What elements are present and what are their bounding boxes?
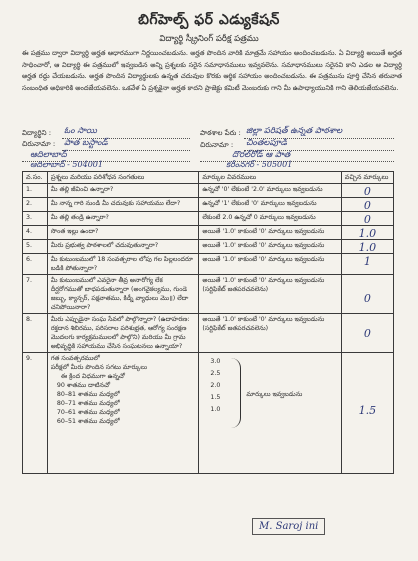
row-marks-rule: లేకుంటే 2.0 ఉన్నచో 0 మార్కులు ఇవ్వబడును — [199, 212, 341, 226]
scale-value: 2.0 — [210, 382, 221, 389]
school-address-line-4: కరీంనగర్ - 505001 — [226, 160, 293, 169]
student-label: విద్యార్థిని : — [22, 129, 52, 137]
row-question: మీ కుటుంబములో 18 సంవత్సరాల లోపు గల పిల్లలందరూ బడికి పోతున్నారా? — [47, 254, 199, 275]
row-marks-rule: అయితే '1.0' కాకుంటే '0' మార్కులు ఇవ్వబడును — [199, 254, 341, 275]
scale-value: 1.0 — [210, 406, 221, 413]
table-row-grades — [23, 353, 394, 474]
row-score-cell — [341, 240, 393, 254]
table-row — [23, 198, 394, 212]
row-marks-rule: అయితే '1.0' కాకుంటే '0' మార్కులు ఇవ్వబడును (సర్టిఫికేట్ జతపరచవలెను) — [199, 314, 341, 353]
row-number: 2. — [23, 198, 48, 212]
row-score-cell — [341, 314, 393, 353]
row-score: 1.0 — [358, 227, 377, 240]
grade-range: 60–51 శాతము మధ్యలో — [56, 418, 120, 425]
row-number: 3. — [23, 212, 48, 226]
header-question: ప్రశ్నలు మరియు పరిశోధన సంగతులు — [47, 172, 199, 184]
scale-value: 3.0 — [210, 358, 221, 365]
instructions-paragraph: ఈ పత్రము ద్వారా విద్యార్థి అర్హత ఆధారముగా నిర్ణయించబడును. అర్హత పొందిన వారికి మాత్రమే సహాయం అందించబడును. ఏ విద్యార్థి అయితే అర్హత సాధించారో, ఆ విద్యార్థి ఈ పత్రములో ఇవ్వబడిన అన్ని ప్రశ్నలకు సరైన సమాధానములు ఇవ్వవలెను. సమాధానములు సరైనవి కాని ఎడల ఆ విద్యార్థి అర్హత రద్దు చేయబడును. అర్హత పొందిన విద్యార్థులకు ఉన్నత చదువుల కొరకు ఆర్థిక సహాయం అందించబడును. ఈ పత్రమును పూర్తి చేసిన తరువాత సంబంధిత అధికారికి అందజేయవలెను. ఒకవేళ ఏ ప్రశ్నకైనా అర్హత కాదని ప్రాజెక్టు కమిటీ మెంబరుకు గాని మీ ఉపాధ్యాయునికి గాని తెలియజేయవలెను. — [22, 49, 402, 92]
row-score: 0 — [363, 292, 371, 305]
grades-intro-line: గత సంవత్సరములో — [50, 355, 100, 362]
row-score: 0 — [363, 327, 371, 340]
school-value: జిల్లా పరిషత్ ఉన్నత పాఠశాల — [246, 126, 343, 136]
address-line-4: ఆదిలాబాద్ - 504001 — [30, 160, 103, 169]
row-score-cell — [341, 198, 393, 212]
school-address-label: చిరునామా : — [200, 141, 234, 149]
row-number: 4. — [23, 226, 48, 240]
header-serial: వ.సం. — [23, 172, 48, 184]
address-line-3: ఆదిలాబాద్ — [30, 150, 67, 160]
document-subtitle: విద్యార్థి స్క్రీనింగ్ పరీక్ష పత్రము — [159, 34, 259, 44]
row-marks-rule: అయితే '1.0' కాకుంటే '0' మార్కులు ఇవ్వబడును — [199, 226, 341, 240]
row-score: 1 — [363, 255, 371, 268]
row-question: మీరు ప్రభుత్వ పాఠశాలలో చదువుతున్నారా? — [47, 240, 199, 254]
table-row — [23, 275, 394, 314]
document-title: బిగ్‌హెల్ప్ ఫర్ ఎడ్యుకేషన్ — [138, 12, 280, 28]
school-address-line-3: దొరల్‌రోడ్ ఆ పాత — [232, 150, 291, 160]
table-row — [23, 212, 394, 226]
row-score: 0 — [363, 213, 371, 226]
row-number: 5. — [23, 240, 48, 254]
row-score: 0 — [363, 185, 371, 198]
row-question: మీ తల్లి తండ్రి ఉన్నారా? — [47, 212, 199, 226]
screening-table — [22, 171, 394, 474]
table-row — [23, 226, 394, 240]
row-question: సొంత ఇల్లు ఉందా? — [47, 226, 199, 240]
row-score-cell — [341, 353, 393, 474]
grades-lead: ఈ క్రింద విధముగా ఉన్నచో — [60, 373, 125, 380]
student-value: ఓం సాయి — [64, 126, 97, 136]
grades-scale-values — [210, 356, 220, 416]
grades-intro-line: పరీక్షలో మీరు పొందిన సగటు మార్కులు — [50, 364, 148, 371]
row-score: 1.5 — [358, 404, 377, 417]
row-question: మీ నాన్న గారి నుండి మీ చదువుకు సహాయము లేదా? — [47, 198, 199, 212]
school-address-value: చింతలపూడి — [246, 138, 287, 148]
header-marks-details: మార్కుల వివరములు — [199, 172, 341, 184]
school-label: పాఠశాల పేరు : — [200, 129, 241, 137]
grade-range: 70–61 శాతము మధ్యలో — [56, 409, 120, 416]
address-value: పాత బస్టాండ్ — [64, 138, 108, 148]
address-label: చిరునామా : — [22, 140, 56, 148]
row-score-cell — [341, 254, 393, 275]
row-marks-rule: అయితే '1.0' కాకుంటే '0' మార్కులు ఇవ్వబడును — [199, 240, 341, 254]
row-score-cell — [341, 226, 393, 240]
row-score: 1.0 — [358, 241, 377, 254]
row-score-cell — [341, 212, 393, 226]
table-row — [23, 254, 394, 275]
row-question: మీ కుటుంబములో ఎవరైనా తీవ్ర అనారోగ్య లేక దీర్ఘరోగముతో బాధపడుతున్నారా (అంగవైకల్యము, గుండె జబ్బు, క్యాన్సర్, పక్షవాతము, కిడ్నీ వ్యాధులు మొ॥) లేదా చనిపోయినారా? — [47, 275, 199, 314]
row-score: 0 — [363, 199, 371, 212]
grade-range: 80–81 శాతము మధ్యలో — [56, 391, 120, 398]
scale-value: 1.5 — [210, 394, 221, 401]
row-question: మీ తల్లి జీవించి ఉన్నారా? — [47, 184, 199, 198]
row-number: 7. — [23, 275, 48, 314]
row-marks-rule: ఉన్నచో '0' లేకుంటే '2.0' మార్కులు ఇవ్వబడును — [199, 184, 341, 198]
row-number: 1. — [23, 184, 48, 198]
row-marks-rule: అయితే '1.0' కాకుంటే '0' మార్కులు ఇవ్వబడును (సర్టిఫికేట్ జతపరచవలెను) — [199, 275, 341, 314]
table-row — [23, 240, 394, 254]
grade-range: 90 శాతము దాటినచో — [56, 382, 111, 389]
row-number: 9. — [23, 353, 48, 474]
signature: M. Saroj ini — [252, 518, 325, 535]
row-marks-rule: ఉన్నచో '1' లేకుంటే '0' మార్కులు ఇవ్వబడును — [199, 198, 341, 212]
grades-scale — [202, 354, 337, 472]
row-score-cell — [341, 275, 393, 314]
row-question: మీరు ఎప్పుడైనా సంఘ సేవలో పాల్గొన్నారా? (ఉదాహరణ: రక్తదాన శిబిరము, పరిసరాల పరిశుభ్రత, ఆరోగ్య సంరక్షణ మొదలగు కార్యక్రమములలో పాల్గొని) మరియు మీ గ్రామ అభివృద్ధికి సహాయము చేసిన సంఘటనలు ఉన్నాయా? — [47, 314, 199, 353]
row-number: 8. — [23, 314, 48, 353]
address-dotted-line — [62, 150, 190, 151]
row-number: 6. — [23, 254, 48, 275]
scale-value: 2.5 — [210, 370, 221, 377]
table-header-row — [23, 172, 394, 184]
table-row — [23, 184, 394, 198]
grades-marks-text: మార్కులు ఇవ్వబడును — [246, 391, 303, 398]
grades-question-cell — [47, 353, 199, 474]
grade-range: 80–71 శాతము మధ్యలో — [56, 400, 120, 407]
table-row — [23, 314, 394, 353]
header-marks-obtained: వచ్చిన మార్కులు — [341, 172, 393, 184]
brace-shape — [230, 358, 241, 428]
row-score-cell — [341, 184, 393, 198]
grades-marks-cell — [199, 353, 341, 474]
